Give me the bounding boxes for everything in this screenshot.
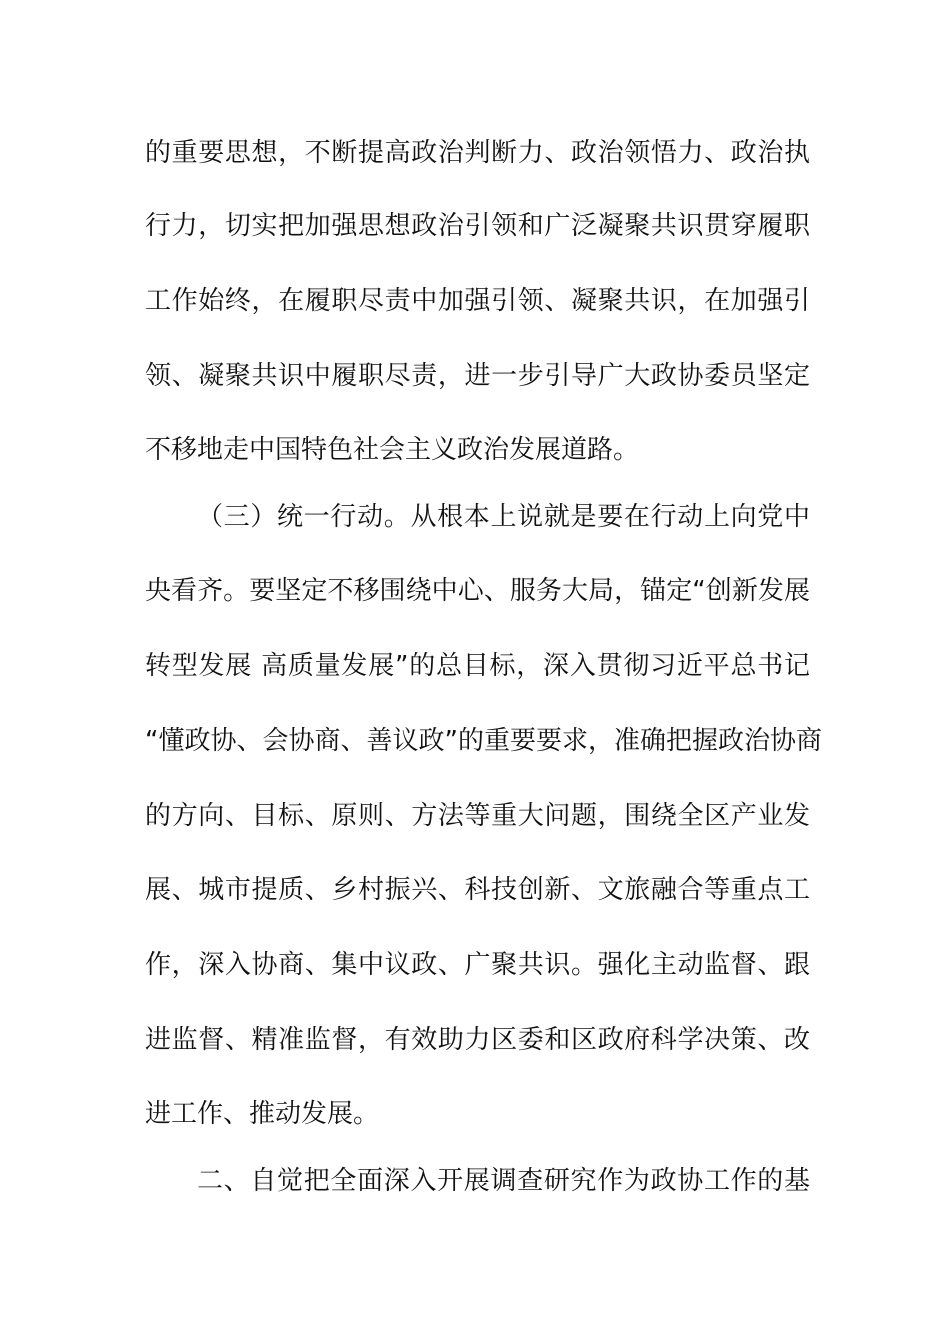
paragraph-first-line: （三）统一行动。从根本上说就是要在行动上向党中 [197, 502, 810, 532]
text-line: 作，深入协商、集中议政、广聚共识。强化主动监督、跟 [145, 950, 810, 980]
text-line: 央看齐。要坚定不移围绕中心、服务大局，锚定“创新发展 [145, 576, 810, 606]
text-line: 领、凝聚共识中履职尽责，进一步引导广大政协委员坚定 [145, 361, 810, 391]
text-line: 转型发展 高质量发展”的总目标，深入贯彻习近平总书记 [145, 651, 810, 681]
text-line: 不移地走中国特色社会主义政治发展道路。 [145, 435, 640, 465]
text-line: 工作始终，在履职尽责中加强引领、凝聚共识，在加强引 [145, 286, 810, 316]
text-line: 的重要思想，不断提高政治判断力、政治领悟力、政治执 [145, 138, 810, 168]
section-heading-line: 二、自觉把全面深入开展调查研究作为政协工作的基 [197, 1166, 810, 1196]
text-line: 进监督、精准监督，有效助力区委和区政府科学决策、改 [145, 1025, 810, 1055]
text-line: 的方向、目标、原则、方法等重大问题，围绕全区产业发 [145, 801, 810, 831]
text-line: 行力，切实把加强思想政治引领和广泛凝聚共识贯穿履职 [145, 211, 810, 241]
text-line: “懂政协、会协商、善议政”的重要要求，准确把握政治协商 [145, 726, 822, 756]
text-line: 进工作、推动发展。 [145, 1099, 380, 1129]
text-line: 展、城市提质、乡村振兴、科技创新、文旅融合等重点工 [145, 875, 810, 905]
